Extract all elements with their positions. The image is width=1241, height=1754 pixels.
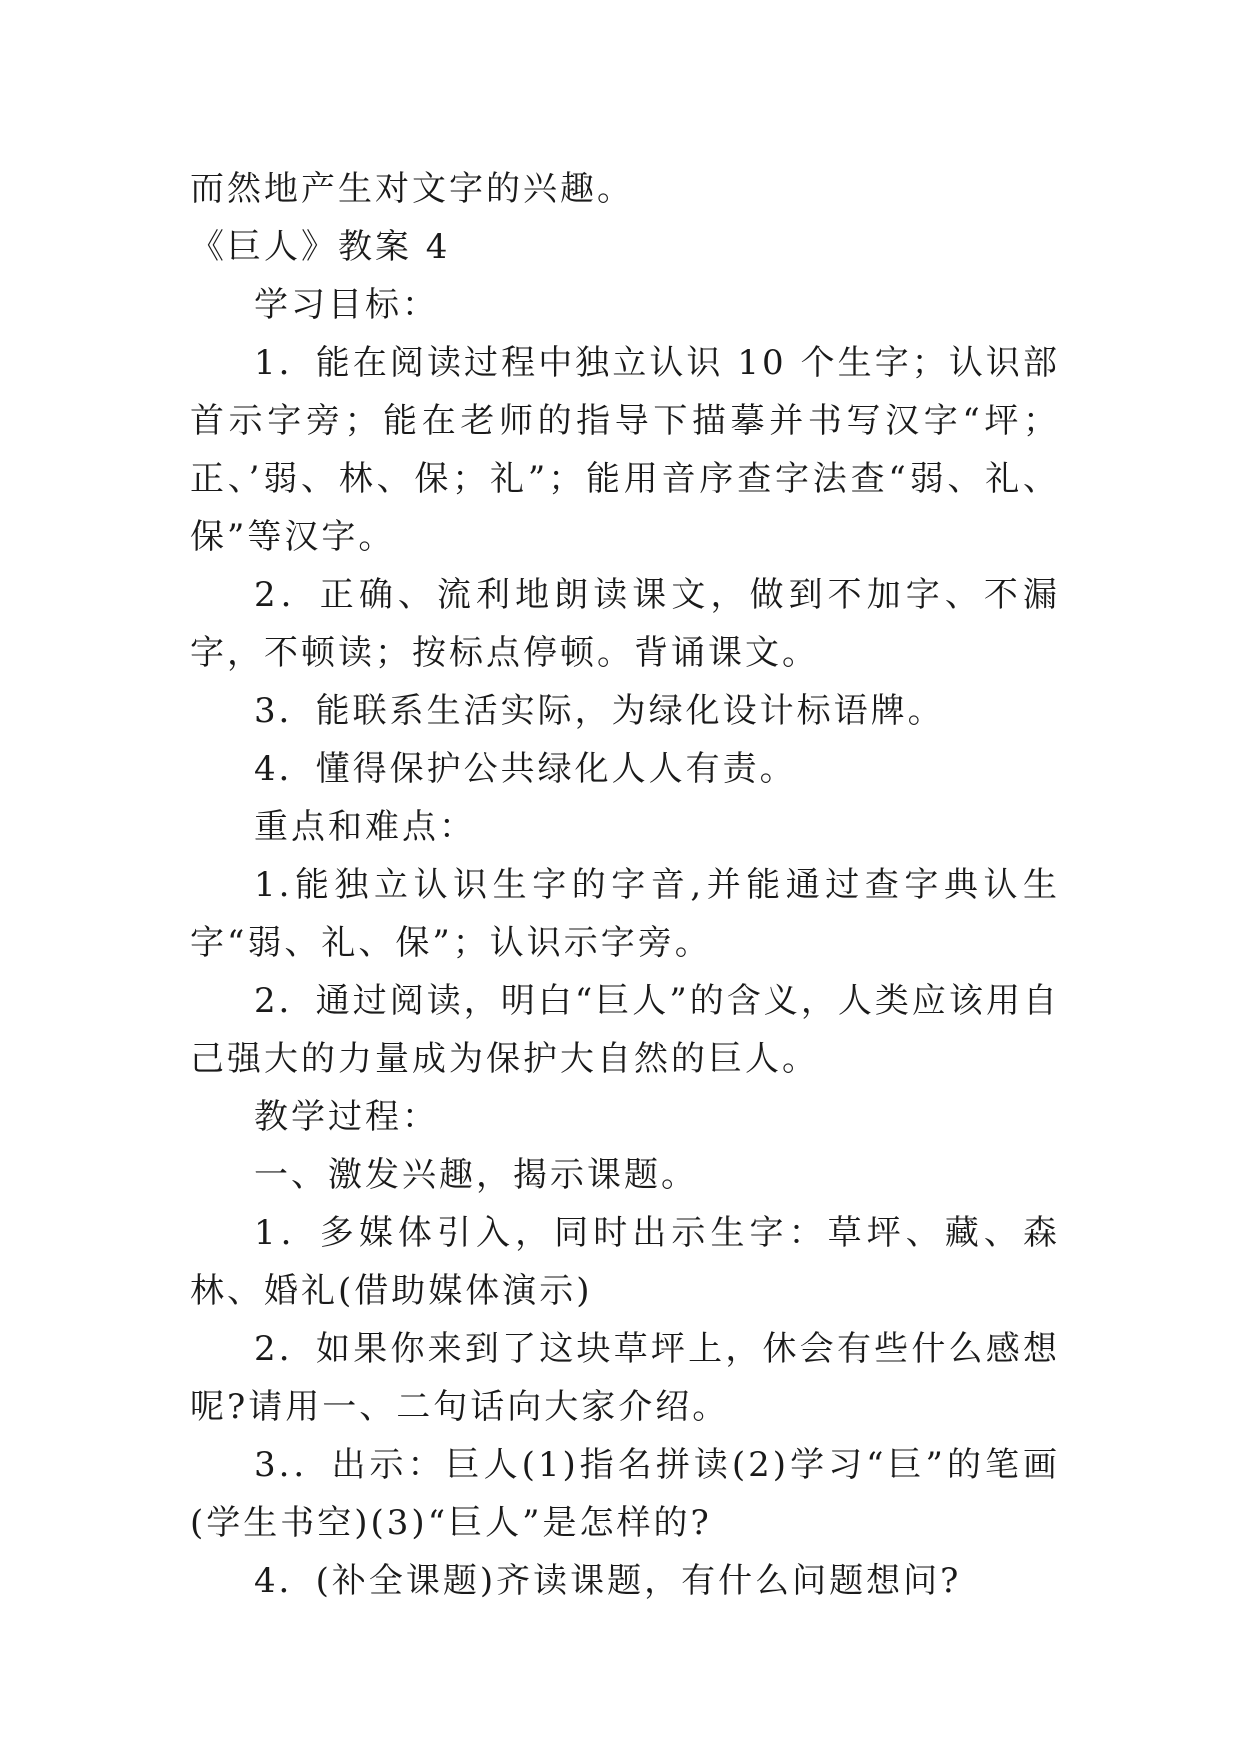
process-item-1: 1．多媒体引入，同时出示生字：草坪、藏、森林、婚礼(借助媒体演示) [190, 1213, 1060, 1311]
objective-item-1: 1．能在阅读过程中独立认识 10 个生字；认识部首示字旁；能在老师的指导下描摹并书写汉字“坪；正、’弱、林、保；礼”；能用音序查字法查“弱、礼、保”等汉字。 [190, 343, 1060, 557]
section-heading-objectives: 学习目标： [254, 285, 439, 325]
objective-item-3: 3．能联系生活实际，为绿化设计标语牌。 [254, 691, 945, 731]
section-heading-key-points: 重点和难点： [254, 807, 476, 847]
objective-item-4: 4．懂得保护公共绿化人人有责。 [254, 749, 797, 789]
process-item-4: 4．(补全课题)齐读课题，有什么问题想问? [254, 1561, 962, 1601]
document-body [190, 160, 1060, 1610]
key-point-item-2: 2．通过阅读，明白“巨人”的含义，人类应该用自己强大的力量成为保护大自然的巨人。 [190, 981, 1060, 1079]
process-step-heading-1: 一、激发兴趣，揭示课题。 [254, 1155, 698, 1195]
paragraph-intro-tail: 而然地产生对文字的兴趣。 [190, 169, 634, 209]
section-heading-process: 教学过程： [254, 1097, 439, 1137]
objective-item-2: 2．正确、流利地朗读课文，做到不加字、不漏字，不顿读；按标点停顿。背诵课文。 [190, 575, 1060, 673]
process-item-3: 3.．出示：巨人(1)指名拼读(2)学习“巨”的笔画(学生书空)(3)“巨人”是怎样的? [190, 1445, 1060, 1543]
lesson-title: 《巨人》教案 4 [190, 227, 451, 267]
process-item-2: 2．如果你来到了这块草坪上，休会有些什么感想呢?请用一、二句话向大家介绍。 [190, 1329, 1060, 1427]
key-point-item-1: 1.能独立认识生字的字音,并能通过查字典认生字“弱、礼、保”；认识示字旁。 [190, 865, 1060, 963]
